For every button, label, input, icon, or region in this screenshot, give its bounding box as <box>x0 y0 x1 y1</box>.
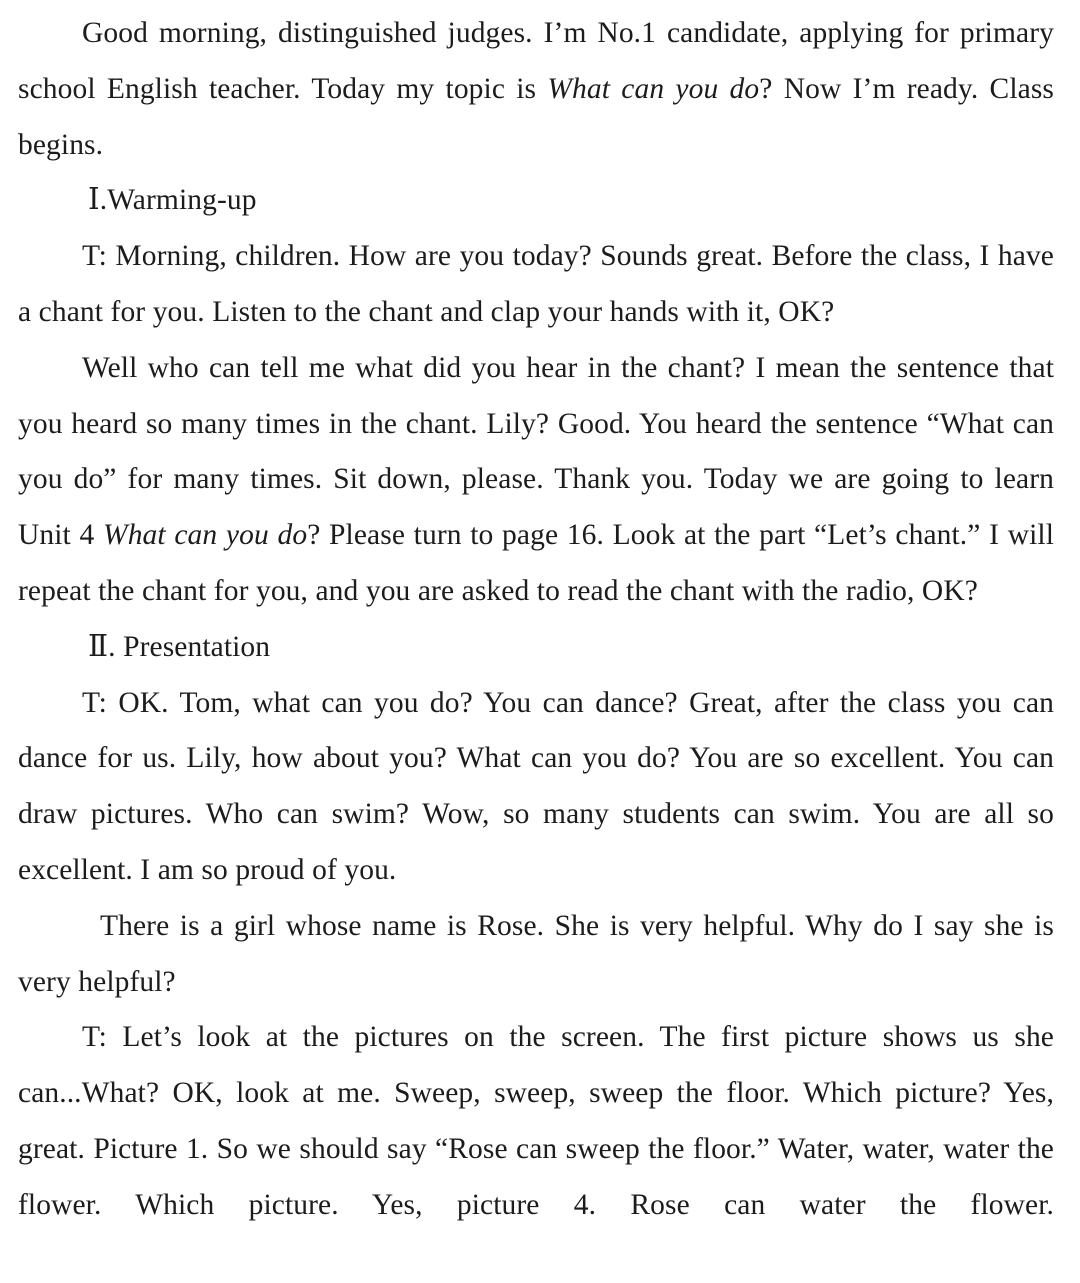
intro-text-a: Good morning, distinguished judges. I’m No.1 candidate, applying for primary school English teacher. Today my topic is <box>18 17 1054 105</box>
unit-title: What can you do <box>103 519 308 552</box>
section-heading-presentation: Ⅱ. Presentation <box>88 630 271 663</box>
warming-well-text-b: ? Please turn to page 16. Look at the part “Let’s chant.” I will repeat the chant for you, and you are asked to read the chant with the radio, OK? <box>18 519 1054 607</box>
document-page <box>18 6 1054 1234</box>
pictures-teacher-paragraph: T: Let’s look at the pictures on the screen. The first picture shows us she can...What? OK, look at me. Sweep, sweep, sweep the floor. Which picture? Yes, great. Picture 1. So we should say “Rose can sweep the floor.” Water, water, water the flower. Which picture. Yes, picture 4. Rose can water the flower. <box>18 1021 1054 1221</box>
section-heading-warming-up: Ⅰ.Warming-up <box>88 184 257 217</box>
rose-paragraph: There is a girl whose name is Rose. She is very helpful. Why do I say she is very helpful? <box>18 909 1054 998</box>
warming-teacher-paragraph: T: Morning, children. How are you today? Sounds great. Before the class, I have a chant for you. Listen to the chant and clap your hands with it, OK? <box>18 240 1054 328</box>
topic-title: What can you do <box>547 72 760 105</box>
warming-well-paragraph <box>18 341 1054 620</box>
presentation-teacher-paragraph: T: OK. Tom, what can you do? You can dance? Great, after the class you can dance for us. Lily, how about you? What can you do? You are so excellent. You can draw pictures. Who can swim? Wow, so many students can swim. You are all so excellent. I am so proud of you. <box>18 686 1054 886</box>
intro-paragraph <box>18 6 1054 173</box>
intro-text-b: ? Now I’m ready. Class begins. <box>18 72 1054 161</box>
warming-well-text-a: Well who can tell me what did you hear in the chant? I mean the sentence that you heard so many times in the chant. Lily? Good. You heard the sentence “What can you do” for many times. Sit down, please. Thank you. Today we are going to learn Unit 4 <box>18 351 1054 552</box>
